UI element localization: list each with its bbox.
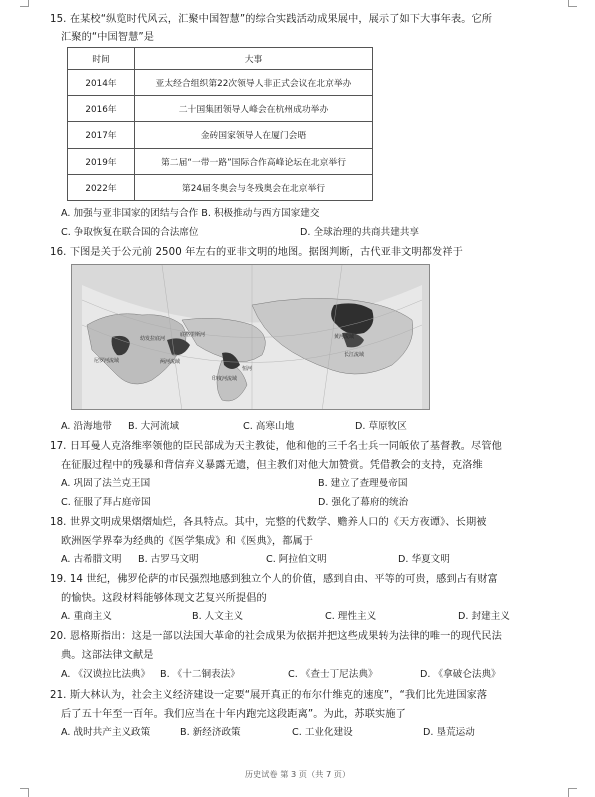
q21-option-c: C. 工业化建设 [292,727,353,738]
table-row [68,96,373,122]
q18-option-b: B. 古罗马文明 [138,554,199,565]
page-footer: 历史试卷 第 3 页（共 7 页） [244,769,351,779]
q16-option-b: B. 大河流域 [128,421,180,432]
q20-option-d: D. 《拿破仑法典》 [420,669,501,680]
q17-option-c: C. 征服了拜占庭帝国 [61,497,151,508]
q18-stem-line1: 18. 世界文明成果熠熠灿烂，各具特点。其中，完整的代数学、赡养人口的《天方夜谭》、长期被 [50,517,487,528]
q16-stem: 16. 下图是关于公元前 2500 年左右的亚非文明的地图。据图判断，古代亚非文明都发祥于 [50,247,463,258]
q17-stem-line1: 17. 日耳曼人克洛维率领他的臣民部成为天主教徒，他和他的三千名士兵一同皈依了基督教。尽管他 [50,441,502,452]
q16-option-a: A. 沿海地带 [61,421,112,432]
q17-option-b: B. 建立了查理曼帝国 [318,478,408,489]
map-label-ganges: 恒河 [242,366,253,372]
q20-option-a: A. 《汉谟拉比法典》 [61,669,151,680]
q16-option-d: D. 草原牧区 [355,421,407,432]
map-label-yangtze: 长江流域 [344,352,365,358]
q15-stem-line2: 汇聚的“中国智慧”是 [61,32,155,43]
map-label-mesopotamia: 两河流域 [160,359,181,365]
q16-option-c: C. 高寒山地 [243,421,295,432]
q19-option-b: B. 人文主义 [192,611,244,622]
q15-events-table [67,47,373,201]
map-label-yellow-river: 黄河流域 [334,334,355,340]
q18-stem-line2: 欧洲医学界奉为经典的《医学集成》和《医典》，都属于 [61,536,314,547]
corner-mark-top-left [20,0,29,7]
table-cell-event: 第二届“一带一路”国际合作高峰论坛在北京举行 [135,148,373,174]
table-row [68,122,373,148]
q19-stem-line1: 19. 14 世纪，佛罗伦萨的市民强烈地感到独立个人的价值，感到自由、平等的可贵，感到占有财富 [50,574,498,585]
q17-option-d: D. 强化了幕府的统治 [318,497,409,508]
map-graphic [72,265,430,410]
table-cell-event: 第24届冬奥会与冬残奥会在北京举行 [135,174,373,200]
q15-option-ab: A. 加强与亚非国家的团结与合作 B. 积极推动与西方国家建交 [61,208,320,219]
table-cell-year: 2022年 [68,174,135,200]
q21-option-b: B. 新经济政策 [180,727,241,738]
q21-option-a: A. 战时共产主义政策 [61,727,151,738]
q20-option-b: B. 《十二铜表法》 [160,669,240,680]
q20-option-c: C. 《查士丁尼法典》 [288,669,378,680]
q15-option-d: D. 全球治理的共商共建共享 [300,227,420,238]
q21-stem-line1: 21. 斯大林认为，社会主义经济建设一定要“展开真正的布尔什维克的速度”，“我们比先进国家落 [50,690,488,701]
table-header-event: 大事 [135,48,373,70]
table-row [68,70,373,96]
q18-option-c: C. 阿拉伯文明 [266,554,327,565]
table-header-year: 时间 [68,48,135,70]
q21-stem-line2: 后了五十年至一百年。我们应当在十年内跑完这段距离”。为此，苏联实施了 [61,709,406,720]
table-cell-year: 2019年 [68,148,135,174]
map-label-euphrates: 幼发拉底河 [140,336,166,342]
table-cell-event: 二十国集团领导人峰会在杭州成功举办 [135,96,373,122]
corner-mark-top-right [568,0,577,7]
table-cell-year: 2016年 [68,96,135,122]
q15-option-c: C. 争取恢复在联合国的合法席位 [61,227,199,238]
q19-stem-line2: 的愉快。这段材料能够体现文艺复兴所提倡的 [61,593,267,604]
table-cell-event: 亚太经合组织第22次领导人非正式会议在北京举办 [135,70,373,96]
table-cell-year: 2014年 [68,70,135,96]
map-label-tigris: 底格里斯河 [180,332,206,338]
table-cell-event: 金砖国家领导人在厦门会晤 [135,122,373,148]
q17-option-a: A. 巩固了法兰克王国 [61,478,151,489]
ancient-civilizations-map [71,264,430,410]
map-label-indus: 印度河流域 [212,376,238,382]
q20-stem-line1: 20. 恩格斯指出：这是一部以法国大革命的社会成果为依据并把这些成果转为法律的唯一的现代民法 [50,631,502,642]
q18-option-d: D. 华夏文明 [398,554,450,565]
q19-option-c: C. 理性主义 [325,611,377,622]
q19-option-d: D. 封建主义 [458,611,510,622]
q17-stem-line2: 在征服过程中的残暴和背信弃义暴露无遗，但主教们对他大加赞赏。凭借教会的支持，克洛维 [61,460,483,471]
table-cell-year: 2017年 [68,122,135,148]
table-row [68,174,373,200]
table-header-row [68,48,373,70]
q15-stem-line1: 15. 在某校“纵览时代风云，汇聚中国智慧”的综合实践活动成果展中，展示了如下大事年表。它所 [50,14,493,25]
q21-option-d: D. 垦荒运动 [423,727,475,738]
q20-stem-line2: 典。这部法律文献是 [61,650,154,661]
table-row [68,148,373,174]
q19-option-a: A. 重商主义 [61,611,112,622]
map-label-nile: 尼罗河流域 [94,358,120,364]
q18-option-a: A. 古希腊文明 [61,554,122,565]
